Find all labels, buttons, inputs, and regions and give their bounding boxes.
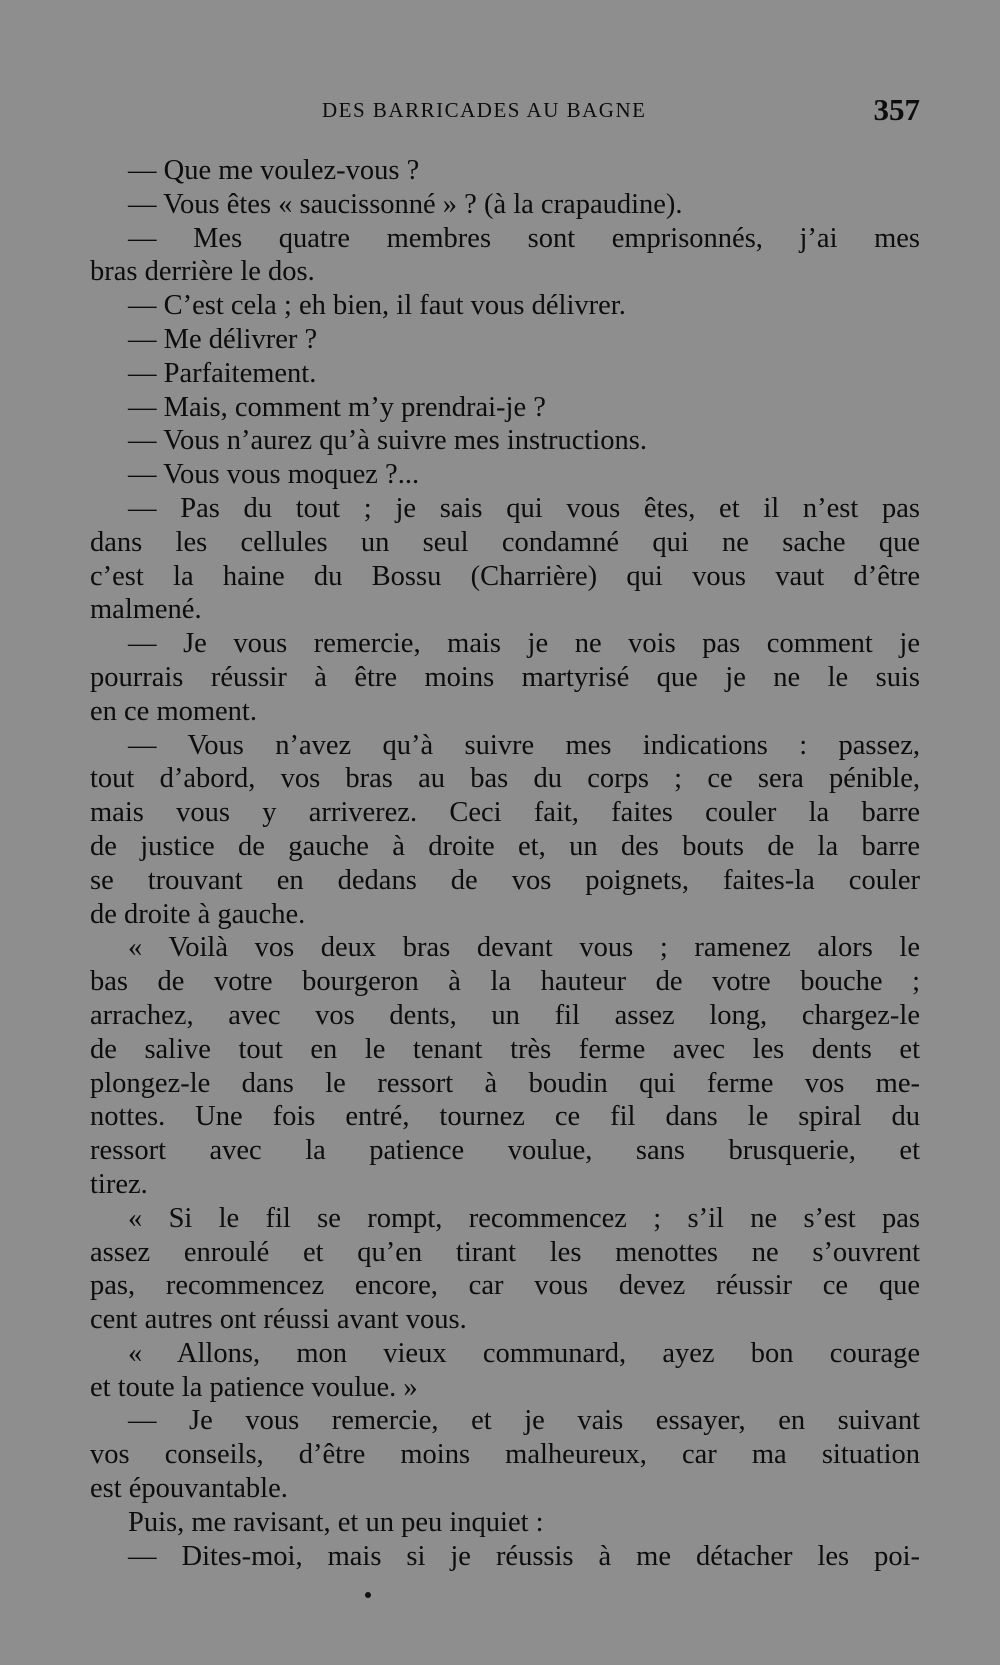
- running-title: DES BARRICADES AU BAGNE: [322, 98, 647, 122]
- text-line: nottes. Une fois entré, tournez ce fil dans le spiral du: [90, 1101, 920, 1133]
- text-line: est épouvantable.: [90, 1473, 288, 1505]
- text-line: dans les cellules un seul condamné qui ne sache que: [90, 526, 920, 558]
- text-line: — Mes quatre membres sont emprisonnés, j’ai mes: [128, 222, 920, 254]
- text-line: — Pas du tout ; je sais qui vous êtes, et il n’est pas: [128, 492, 920, 524]
- text-line: ressort avec la patience voulue, sans brusquerie, et: [90, 1135, 920, 1167]
- text-line: — Mais, comment m’y prendrai-je ?: [128, 391, 546, 423]
- text-line: — C’est cela ; eh bien, il faut vous délivrer.: [128, 290, 626, 322]
- page-number: 357: [873, 92, 920, 127]
- text-line: vos conseils, d’être moins malheureux, car ma situation: [90, 1439, 920, 1471]
- text-line: — Vous n’avez qu’à suivre mes indications : passez,: [128, 729, 920, 761]
- text-line: c’est la haine du Bossu (Charrière) qui vous vaut d’être: [90, 560, 920, 592]
- text-line: — Vous vous moquez ?...: [128, 459, 420, 491]
- running-head: [90, 92, 920, 132]
- text-line: mais vous y arriverez. Ceci fait, faites couler la barre: [90, 797, 920, 829]
- body-text: [90, 154, 920, 1573]
- text-line: Puis, me ravisant, et un peu inquiet :: [128, 1506, 544, 1538]
- text-line: se trouvant en dedans de vos poignets, faites-la couler: [90, 864, 920, 896]
- text-line: bras derrière le dos.: [90, 256, 315, 288]
- text-line: — Dites-moi, mais si je réussis à me détacher les poi-: [128, 1540, 920, 1572]
- text-line: de justice de gauche à droite et, un des bouts de la barre: [90, 830, 920, 862]
- text-line: — Me délivrer ?: [128, 323, 318, 355]
- text-line: — Que me voulez-vous ?: [128, 155, 420, 186]
- text-line: « Allons, mon vieux communard, ayez bon courage: [128, 1337, 920, 1369]
- text-line: — Vous n’aurez qu’à suivre mes instructions.: [128, 425, 647, 457]
- text-line: arrachez, avec vos dents, un fil assez long, chargez-le: [90, 999, 920, 1031]
- text-line: pas, recommencez encore, car vous devez réussir ce que: [90, 1270, 920, 1302]
- text-line: pourrais réussir à être moins martyrisé que je ne le suis: [90, 661, 920, 693]
- text-line: « Si le fil se rompt, recommencez ; s’il ne s’est pas: [128, 1202, 920, 1234]
- text-line: — Parfaitement.: [128, 357, 317, 389]
- text-line: et toute la patience voulue. »: [90, 1371, 418, 1403]
- text-line: tirez.: [90, 1168, 148, 1200]
- text-line: bas de votre bourgeron à la hauteur de votre bouche ;: [90, 966, 920, 998]
- text-line: — Je vous remercie, mais je ne vois pas comment je: [128, 628, 920, 660]
- text-line: assez enroulé et qu’en tirant les menottes ne s’ouvrent: [90, 1236, 920, 1268]
- signature-mark: [365, 1592, 371, 1598]
- text-line: en ce moment.: [90, 695, 257, 727]
- text-line: — Je vous remercie, et je vais essayer, en suivant: [128, 1405, 920, 1437]
- text-line: tout d’abord, vos bras au bas du corps ; ce sera pénible,: [90, 763, 920, 795]
- text-line: de droite à gauche.: [90, 898, 306, 930]
- text-line: de salive tout en le tenant très ferme avec les dents et: [90, 1033, 920, 1065]
- text-line: plongez-le dans le ressort à boudin qui ferme vos me-: [90, 1067, 920, 1099]
- text-line: malmené.: [90, 594, 202, 626]
- text-line: — Vous êtes « saucissonné » ? (à la crapaudine).: [128, 188, 683, 220]
- text-line: « Voilà vos deux bras devant vous ; ramenez alors le: [128, 932, 920, 964]
- text-line: cent autres ont réussi avant vous.: [90, 1304, 467, 1336]
